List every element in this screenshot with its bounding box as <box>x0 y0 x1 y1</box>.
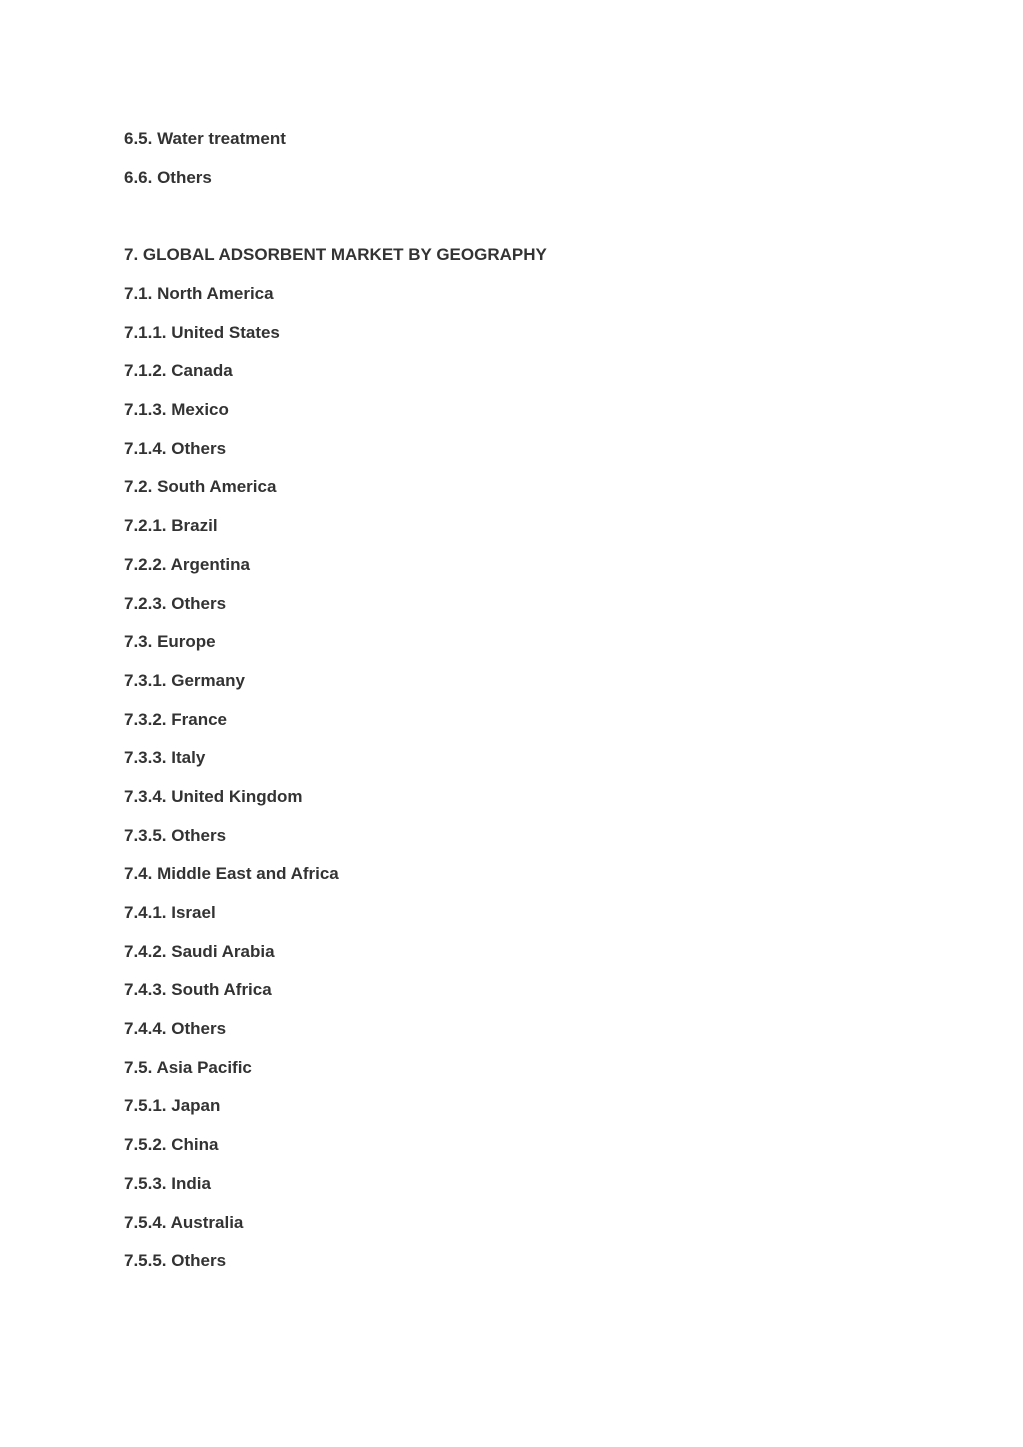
toc-item: 7.4.3. South Africa <box>124 980 272 1000</box>
toc-item: 7.1.2. Canada <box>124 361 233 381</box>
toc-item: 6.6. Others <box>124 167 212 187</box>
toc-item: 7.4.4. Others <box>124 1019 227 1039</box>
toc-item: 7.2. South America <box>124 477 277 497</box>
toc-item: 7.1. North America <box>124 284 274 303</box>
toc-item: 7.1.3. Mexico <box>124 400 229 420</box>
toc-item: 7.2.2. Argentina <box>124 554 250 574</box>
toc-item: 7.1.1. United States <box>124 322 280 342</box>
toc-item: 7.5.4. Australia <box>124 1212 244 1232</box>
toc-item: 7.4.1. Israel <box>124 903 216 922</box>
toc-item: 7.1.4. Others <box>124 438 227 458</box>
toc-item: 7.3.5. Others <box>124 825 227 845</box>
toc-item: 7.3. Europe <box>124 632 216 652</box>
toc-item: 7.3.2. France <box>124 709 228 729</box>
toc-item: 7.3.3. Italy <box>124 748 206 768</box>
toc-item: 7.5.3. India <box>124 1173 211 1193</box>
toc-item: 7.5.1. Japan <box>124 1096 221 1116</box>
toc-item: 7.4.2. Saudi Arabia <box>124 941 275 961</box>
toc-item: 7.3.1. Germany <box>124 670 245 690</box>
toc-item: 7.5. Asia Pacific <box>124 1057 252 1077</box>
toc-item: 7.5.5. Others <box>124 1251 227 1271</box>
toc-item: 7.4. Middle East and Africa <box>124 864 339 884</box>
toc-item: 7.5.2. China <box>124 1135 219 1155</box>
section-heading: 7. GLOBAL ADSORBENT MARKET BY GEOGRAPHY <box>124 245 547 264</box>
toc-item: 7.2.3. Others <box>124 593 227 613</box>
toc-list-section-7 <box>124 283 339 1289</box>
toc-item: 7.2.1. Brazil <box>124 516 218 536</box>
toc-list-section-6 <box>124 128 286 205</box>
toc-item: 6.5. Water treatment <box>124 129 286 148</box>
toc-item: 7.3.4. United Kingdom <box>124 786 303 806</box>
